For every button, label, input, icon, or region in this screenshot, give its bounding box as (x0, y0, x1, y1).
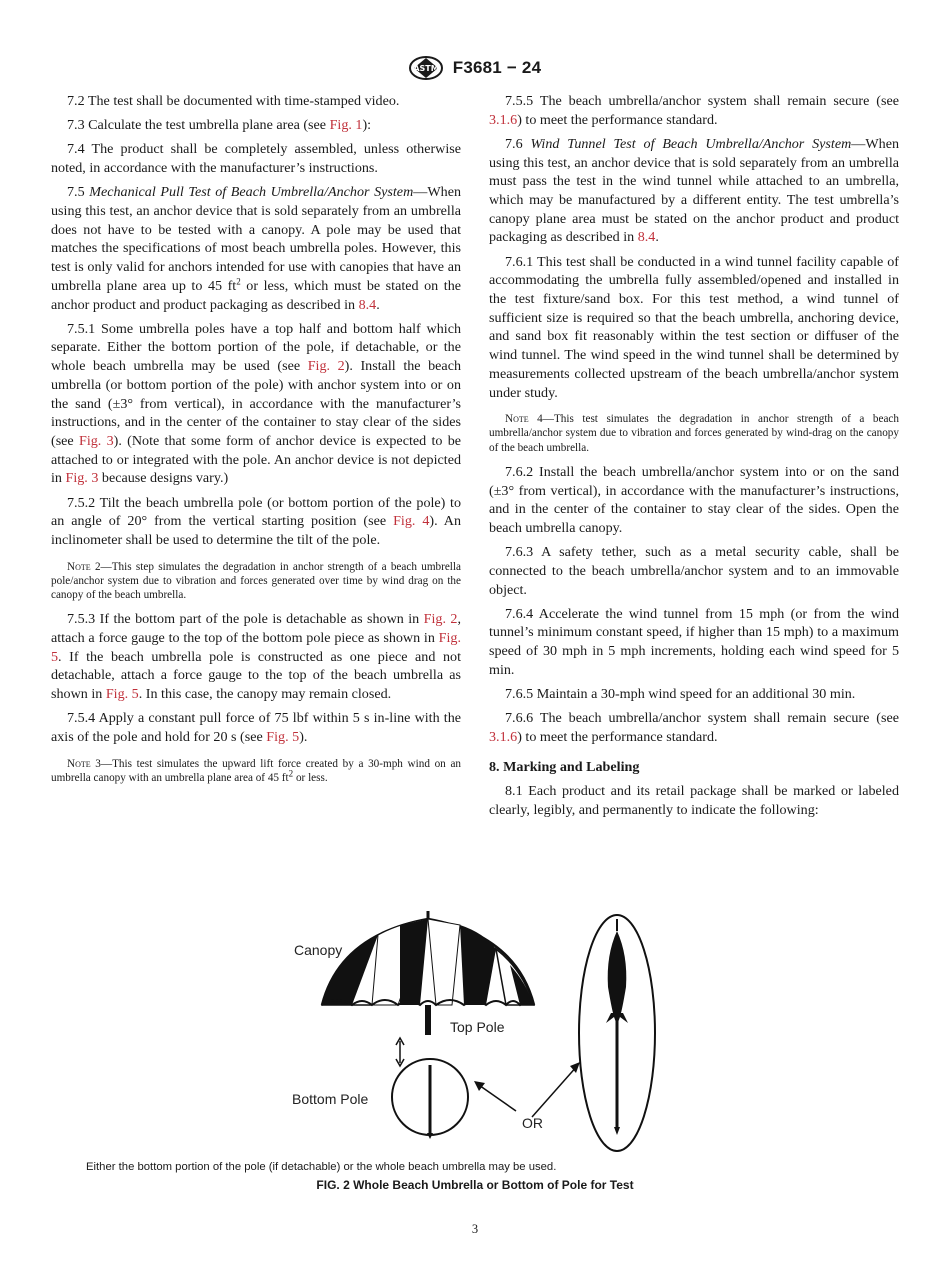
link-8-4[interactable]: 8.4 (358, 296, 377, 313)
right-column (489, 92, 899, 825)
note-4: Note 4—This test simulates the degradation in anchor strength of a beach umbrella/anchor system due to vibration and forces generated by wind-drag on the canopy of the beach umbrella. (489, 413, 899, 454)
svg-text:ASTM: ASTM (413, 64, 439, 73)
para-7-6-6: 7.6.6 The beach umbrella/anchor system shall remain secure (see 3.1.6) to meet the performance standard. (489, 710, 899, 745)
para-7-6-3: 7.6.3 A safety tether, such as a metal security cable, shall be connected to the beach umbrella/anchor system and to an immovable object. (489, 544, 899, 598)
link-fig-1[interactable]: Fig. 1 (329, 117, 363, 134)
note-2: Note 2—This step simulates the degradation in anchor strength of a beach umbrella pole/anchor system due to vibration and forces generated over time by wind drag on the canopy of the beach umbrella. (51, 560, 461, 602)
link-fig-5[interactable]: Fig. 5 (51, 629, 461, 665)
link-3-1-6[interactable]: 3.1.6 (489, 729, 518, 745)
left-column (51, 92, 461, 793)
canopy-shape (322, 911, 534, 1005)
label-top-pole: Top Pole (450, 1019, 505, 1035)
para-7-3: 7.3 Calculate the test umbrella plane area (see Fig. 1): (67, 117, 372, 134)
label-canopy: Canopy (294, 942, 343, 958)
link-fig-3[interactable]: Fig. 3 (78, 432, 114, 449)
figure-title: FIG. 2 Whole Beach Umbrella or Bottom of Pole for Test (316, 1178, 634, 1192)
para-8-1: 8.1 Each product and its retail package shall be marked or labeled clearly, legibly, and permanently to indicate the following: (489, 783, 899, 819)
para-7-2: 7.2 The test shall be documented with time-stamped video. (67, 93, 400, 109)
link-fig-2[interactable]: Fig. 2 (307, 358, 345, 375)
para-7-5-3: 7.5.3 If the bottom part of the pole is detachable as shown in Fig. 2, attach a force gauge to the top of the bottom pole piece as shown in Fig. 5. If the beach umbrella pole is constructed as one piece and not detachable, attach a force gauge to the top of the beach umbrella as shown in Fig. 5. In this case, the canopy may remain closed. (51, 611, 461, 703)
page-header (0, 56, 950, 80)
label-bottom-pole: Bottom Pole (292, 1091, 369, 1107)
section-8-heading: 8. Marking and Labeling (489, 758, 640, 775)
figure-2 (270, 905, 690, 1165)
document-id: F3681 − 24 (452, 58, 542, 77)
link-fig-3[interactable]: Fig. 3 (65, 470, 99, 487)
astm-logo-icon (409, 56, 443, 80)
link-fig-5[interactable]: Fig. 5 (105, 686, 139, 703)
link-fig-4[interactable]: Fig. 4 (393, 513, 430, 530)
para-7-6-1: 7.6.1 This test shall be conducted in a wind tunnel facility capable of accommodating the umbrella fully assembled/opened and installed in the test fixture/sand box. For this test method, a wind tunnel of sufficient size is required so that the beach umbrella, anchoring device, and sand box fit reasonably within the test section or diffuser of the wind tunnel. The wind speed in the wind tunnel shall be determined by measurements collected upstream of the beach umbrella/anchor system under study. (489, 253, 899, 401)
para-7-5-5: 7.5.5 The beach umbrella/anchor system shall remain secure (see 3.1.6) to meet the performance standard. (489, 93, 899, 128)
para-7-5-2: 7.5.2 Tilt the beach umbrella pole (or bottom portion of the pole) to an angle of 20° from the vertical starting position (see Fig. 4). An inclinometer shall be used to determine the tilt of the pole. (51, 494, 462, 548)
para-7-6-4: 7.6.4 Accelerate the wind tunnel from 15 mph (or from the wind tunnel’s minimum constant speed, if higher than 15 mph) to a maximum speed of 30 mph in 5 mph increments, holding each wind speed for 5 min. (489, 605, 899, 678)
para-7-6-2: 7.6.2 Install the beach umbrella/anchor system into or on the sand (±3° from vertical), in accordance with the manufacturer’s instructions, and in the center of the container to stay clear of the sides. Open the beach umbrella canopy. (489, 463, 899, 536)
link-fig-5[interactable]: Fig. 5 (266, 729, 300, 745)
note-3: Note 3—This test simulates the upward lift force created by a 30-mph wind on an umbrella canopy with an umbrella plane area of 45 $ft^2$ or less. (51, 757, 461, 784)
para-7-5: 7.5 Mechanical Pull Test of Beach Umbrella/Anchor System—When using this test, an anchor device that is sold separately from an umbrella does not have to be tested with a canopy. A pole may be used that matches the specifications of most beach umbrella poles. However, this test is only valid for anchors intended for use with canopies that have an umbrella plane area up to 45 $ft^2$ or less, which must be stated on the anchor product and product packaging as described in 8.4. (51, 184, 461, 313)
page-number: 3 (471, 1222, 479, 1236)
link-fig-2[interactable]: Fig. 2 (423, 611, 458, 628)
figure-note: Either the bottom portion of the pole (if detachable) or the whole beach umbrella may be used. (86, 1161, 557, 1173)
para-7-4: 7.4 The product shall be completely assembled, unless otherwise noted, in accordance with the manufacturer’s instructions. (51, 141, 461, 177)
link-3-1-6[interactable]: 3.1.6 (489, 111, 518, 128)
top-pole (425, 1005, 431, 1035)
para-7-5-4: 7.5.4 Apply a constant pull force of 75 lbf within 5 s in-line with the axis of the pole and hold for 20 s (see Fig. 5). (51, 710, 461, 745)
para-7-6: 7.6 Wind Tunnel Test of Beach Umbrella/Anchor System—When using this test, an anchor device that is sold separately from an umbrella must pass the test in the wind tunnel while attached to an umbrella, which may be manufactured by a different entity. The test umbrella’s canopy plane area must be stated on the anchor product and product packaging as described in 8.4. (489, 135, 900, 246)
or-arrows (474, 1062, 580, 1117)
para-7-5-1: 7.5.1 Some umbrella poles have a top half and bottom half which separate. Either the bottom portion of the pole, if detachable, or the whole beach umbrella may be used (see Fig. 2). Install the beach umbrella (or bottom portion of the pole) with anchor system into or on the sand (±3° from vertical), in accordance with the manufacturer’s instructions, and in the center of the container to stay clear of the sides (see Fig. 3). (Note that some form of anchor device is expected to be attached to or integrated with the pole. An anchor device is not depicted in Fig. 3 because designs vary.) (51, 320, 461, 487)
link-8-4[interactable]: 8.4 (637, 229, 656, 246)
label-or: OR (522, 1115, 543, 1131)
para-7-6-5: 7.6.5 Maintain a 30-mph wind speed for an additional 30 min. (505, 686, 856, 703)
detach-arrow-icon (396, 1038, 404, 1066)
